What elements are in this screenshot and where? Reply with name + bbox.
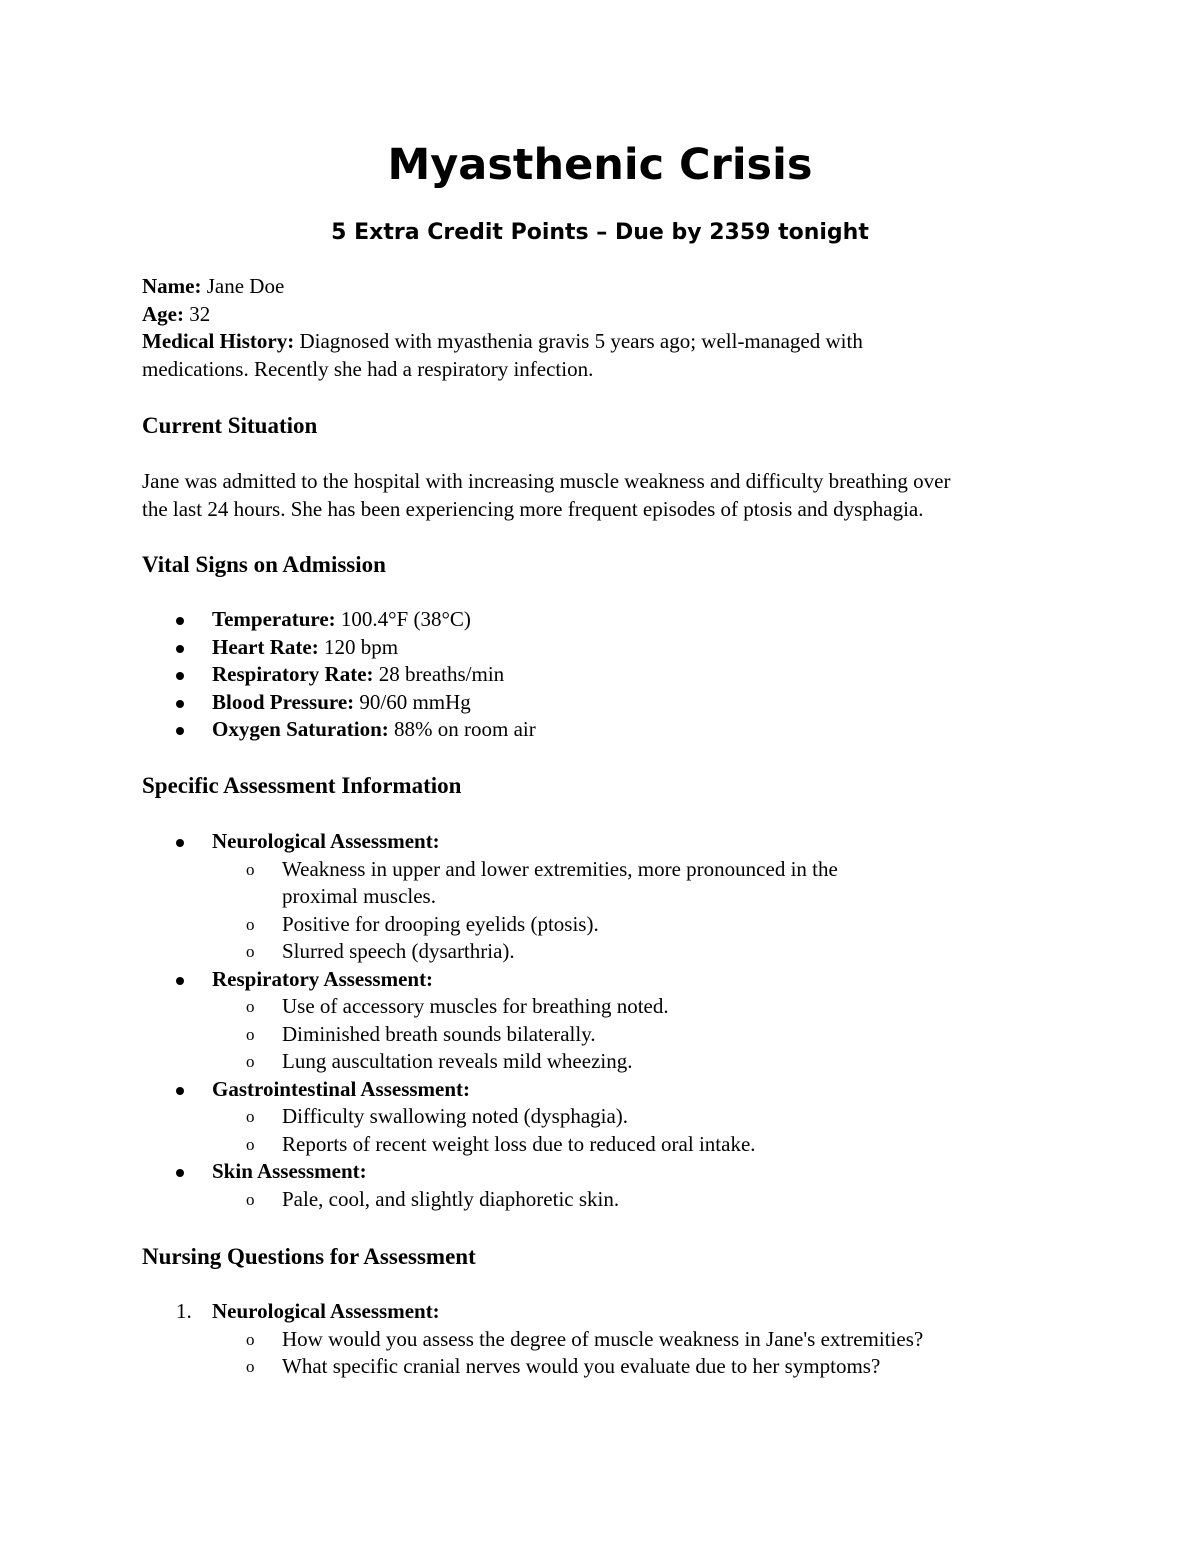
- assessment-finding: o Diminished breath sounds bilaterally.: [212, 1021, 1042, 1049]
- vital-item: Respiratory Rate: 28 breaths/min: [142, 661, 1042, 689]
- bullet-icon: [176, 727, 184, 735]
- circle-bullet-icon: o: [246, 1357, 255, 1376]
- history-text-1: Diagnosed with myasthenia gravis 5 years ago; well-managed with: [299, 329, 863, 353]
- assessment-sublist: [212, 1103, 1042, 1158]
- vital-item: Blood Pressure: 90/60 mmHg: [142, 689, 1042, 717]
- patient-age-line: [142, 301, 1062, 329]
- circle-bullet-icon: o: [246, 1024, 255, 1044]
- circle-bullet-icon: o: [246, 1107, 255, 1126]
- medical-history-line: [142, 328, 1062, 356]
- name-label: Name:: [142, 274, 202, 298]
- assessment-section: Respiratory Assessment: o Use of accessory muscles for breathing noted. o Diminished breath sounds bilaterally. o Lung auscultation reveals mild wheezing.: [142, 966, 1042, 1076]
- question-item: o What specific cranial nerves would you evaluate due to her symptoms?: [212, 1353, 1042, 1381]
- current-situation-heading: Current Situation: [142, 413, 318, 438]
- assessment-sublist: [212, 993, 1042, 1076]
- situation-line-2: the last 24 hours. She has been experiencing more frequent episodes of ptosis and dysphagia.: [142, 496, 924, 521]
- assessment-finding: o Positive for drooping eyelids (ptosis).: [212, 911, 1042, 939]
- assessment-finding: o Slurred speech (dysarthria).: [212, 938, 1042, 966]
- current-situation-text: [142, 468, 1062, 523]
- bullet-icon: [176, 839, 184, 847]
- assessment-section: Gastrointestinal Assessment: o Difficulty swallowing noted (dysphagia). o Reports of recent weight loss due to reduced oral intake.: [142, 1076, 1042, 1159]
- assessment-finding: o Weakness in upper and lower extremities, more pronounced in the proximal muscles.: [246, 856, 838, 908]
- circle-bullet-icon: o: [246, 1189, 255, 1209]
- question-item: o How would you assess the degree of muscle weakness in Jane's extremities?: [212, 1326, 1042, 1354]
- assessment-section: Skin Assessment: o Pale, cool, and slightly diaphoretic skin.: [142, 1158, 1042, 1213]
- age-label: Age:: [142, 301, 184, 326]
- patient-name-line: [142, 273, 1062, 301]
- patient-info: [142, 273, 1062, 383]
- circle-bullet-icon: o: [246, 1329, 255, 1349]
- assessment-finding: o Lung auscultation reveals mild wheezing.: [212, 1048, 1042, 1076]
- assessment-section: Neurological Assessment: o Weakness in upper and lower extremities, more pronounced in the proximal muscles. o Positive for drooping eyelids (ptosis). o Slurred speech (dysarthria).: [142, 828, 1042, 966]
- assessment-list: [142, 828, 1042, 1213]
- assessment-sublist: [212, 856, 1042, 966]
- bullet-icon: [176, 1087, 184, 1095]
- vital-item: Temperature: 100.4°F (38°C): [142, 606, 1042, 634]
- bullet-icon: [176, 672, 184, 680]
- vital-item: Oxygen Saturation: 88% on room air: [142, 716, 1042, 744]
- circle-bullet-icon: o: [246, 1134, 255, 1154]
- page-title: Myasthenic Crisis: [387, 140, 813, 190]
- nursing-questions-list: [142, 1298, 1042, 1381]
- name-value: Jane Doe: [206, 274, 285, 298]
- bullet-icon: [176, 1169, 184, 1177]
- vital-signs-heading: Vital Signs on Admission: [142, 552, 386, 577]
- bullet-icon: [176, 977, 184, 985]
- vital-item: Heart Rate: 120 bpm: [142, 634, 1042, 662]
- situation-line-1: Jane was admitted to the hospital with increasing muscle weakness and difficulty breathing over: [142, 469, 951, 493]
- age-value: 32: [189, 301, 211, 326]
- assessment-sublist: [212, 1186, 1042, 1214]
- history-label: Medical History:: [142, 329, 295, 353]
- assessment-finding: o Difficulty swallowing noted (dysphagia).: [212, 1103, 1042, 1131]
- question-number: 1.: [176, 1299, 192, 1323]
- page-subtitle: 5 Extra Credit Points – Due by 2359 tonight: [331, 220, 869, 245]
- bullet-icon: [176, 645, 184, 653]
- nursing-questions-heading: Nursing Questions for Assessment: [142, 1244, 476, 1269]
- assessment-finding: o Reports of recent weight loss due to reduced oral intake.: [212, 1131, 1042, 1159]
- bullet-icon: [176, 700, 184, 708]
- assessment-finding: o Pale, cool, and slightly diaphoretic skin.: [212, 1186, 1042, 1214]
- assessment-heading: Specific Assessment Information: [142, 773, 462, 798]
- vital-signs-list: [142, 606, 1042, 744]
- bullet-icon: [176, 617, 184, 625]
- assessment-finding: o Use of accessory muscles for breathing noted.: [212, 993, 1042, 1021]
- circle-bullet-icon: o: [246, 914, 255, 934]
- circle-bullet-icon: o: [246, 942, 255, 961]
- circle-bullet-icon: o: [246, 997, 255, 1016]
- question-section: 1. Neurological Assessment: o How would you assess the degree of muscle weakness in Jane's extremities? o What specific cranial nerves would you evaluate due to her symptoms?: [142, 1298, 1042, 1381]
- circle-bullet-icon: o: [246, 859, 255, 879]
- circle-bullet-icon: o: [246, 1052, 255, 1071]
- question-sublist: [212, 1326, 1042, 1381]
- history-text-2: medications. Recently she had a respiratory infection.: [142, 356, 594, 381]
